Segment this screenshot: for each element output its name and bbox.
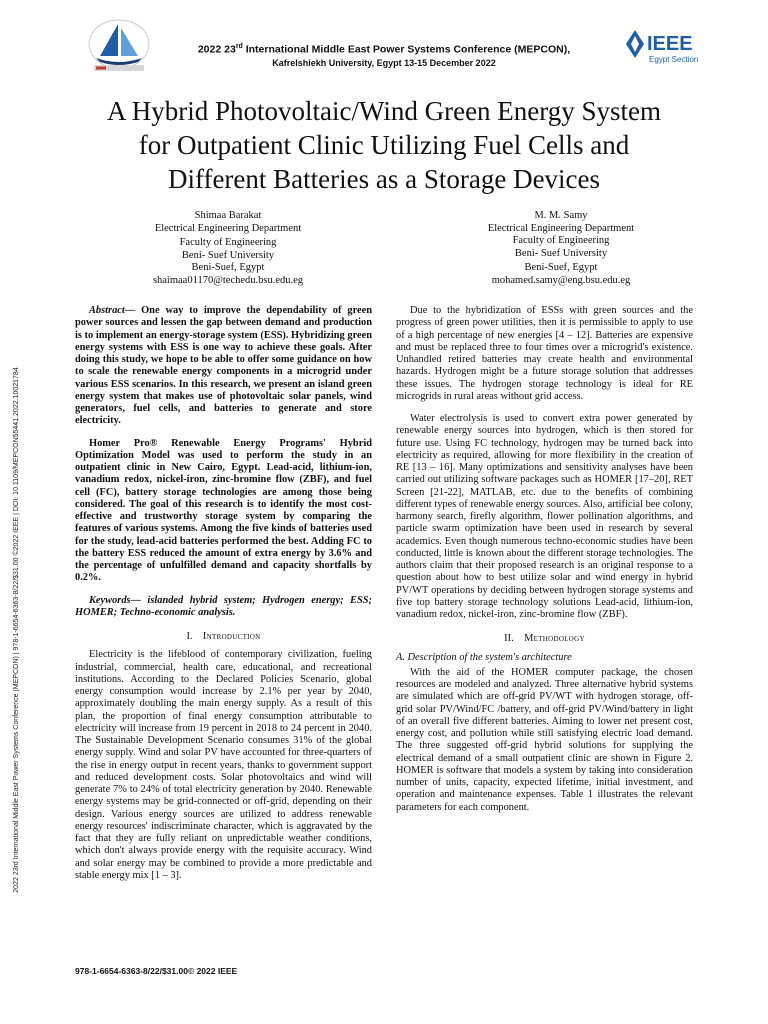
- left-column: [75, 305, 372, 882]
- subsection-heading: A. Description of the system's architecture: [396, 651, 572, 663]
- conf-venue: Kafrelshiekh University, Egypt 13-15 December 2022: [272, 57, 496, 68]
- conference-header: [160, 40, 608, 69]
- section-heading-introduction: I. Introduction: [186, 631, 261, 642]
- conf-ordinal: rd: [235, 43, 243, 50]
- right-column: [396, 305, 693, 814]
- intro-paragraph: Electricity is the lifeblood of contemporary civilization, fueling industrial, commercial, health care, educational, and recreational institutions. According to the Declared Policies Scenario, global energy consumption would increase by 2.1% per year by 2040, approximately doubling the main energy supply. As a result of this plan, the proportion of final energy consumption attributable to electricity will increase from 19 percent in 2018 to 24 percent in 2040. The Sustainable Development Scenario consumes 31% of the global energy supply. Wind and solar PV have accounted for three-quarters of the rise in energy output in recent years, thanks to government support and reduced development costs. Solar photovoltaics and wind will generate 7% to 24% of total electricity generation by 2040. Renewable energy systems may be grid-connected or off-grid, depending on their design. Various energy sources are utilized to address renewable energy resources' indiscriminate character, which is aggravated by the fact that they are fully reliant on unpredictable weather conditions, which don't always provide energy with the requisite accuracy. Wind and solar energy may be combined to provide a more predictable and stable energy mix [1 – 3].: [75, 649, 372, 881]
- author-email[interactable]: shaimaa01170@techedu.bsu.edu.eg: [152, 274, 304, 286]
- sidebar-doi-strip: 2022 23rd International Middle East Power Systems Conference (MEPCON) | 978-1-6654-6363-8/22/$31.00 ©2022 IEEE | DOI: 10.1109/MEPCON55441.2022.10021784: [13, 367, 20, 893]
- ieee-logo-sub: Egypt Section: [649, 55, 699, 64]
- author-university: Beni- Suef University: [181, 249, 275, 261]
- keywords: Keywords— islanded hybrid system; Hydrogen energy; ESS; HOMER; Techno-economic analysis.: [75, 594, 372, 618]
- author-city: Beni-Suef, Egypt: [191, 262, 265, 274]
- author-university: Beni- Suef University: [514, 247, 608, 259]
- abstract-paragraph-2: Homer Pro® Renewable Energy Programs' Hybrid Optimization Model was used to perform the study in an outpatient clinic in New Cairo, Egypt. Lead-acid, lithium-ion, vanadium redox, nickel-iron, zinc-bromine flow (ZBF), and fuel cell (FC), battery storage technologies are among those being considered. The goal of this research is to identify the most cost-effective and trustworthy storage system by comparing the features of various systems. Among the five kinds of batteries used for the study, lead-acid batteries performed the best. Adding FC to the battery ESS reduced the amount of extra energy by 3.6% and the percentage of unfulfilled demand and capacity shortfalls by 0.2%.: [75, 437, 372, 584]
- author-block-1: [103, 210, 353, 288]
- ieee-logo-text: IEEE: [647, 33, 693, 55]
- author-faculty: Faculty of Engineering: [179, 237, 277, 249]
- ieee-diamond-icon: [624, 26, 700, 70]
- section-heading-methodology: II. Methodology: [504, 633, 585, 645]
- author-name: Shimaa Barakat: [194, 210, 262, 221]
- author-email[interactable]: mohamed.samy@eng.bsu.edu.eg: [491, 274, 631, 286]
- author-city: Beni-Suef, Egypt: [524, 262, 598, 274]
- methodology-paragraph: With the aid of the HOMER computer package, the chosen resources are modeled and analyzed. Three alternative hybrid systems are simulated which are off-grid PV/WT with hydrogen storage, off-grid solar PV/Wind/FC /battery, and off-grid PV/Wind/battery in light of an overall five different batteries. Aiming to lower net present cost, energy cost, and pollution while still satisfying electric load demand. The three suggested off-grid hybrid solutions for supplying the electrical demand of a small outpatient clinic are shown in Figure 2. HOMER is software that models a system by taking into consideration number of units, capacity, expected lifetime, initial investment, and operation and maintenance expenses. Table 1 illustrates the relevant parameters for each component.: [396, 666, 693, 813]
- author-dept: Electrical Engineering Department: [154, 222, 302, 234]
- author-dept: Electrical Engineering Department: [487, 222, 635, 234]
- conf-year-edition: 2022 23: [197, 43, 236, 56]
- author-faculty: Faculty of Engineering: [512, 235, 610, 247]
- conf-name: International Middle East Power Systems Conference (MEPCON),: [242, 43, 571, 56]
- author-name: M. M. Samy: [534, 210, 588, 221]
- body-paragraph-1: Due to the hybridization of ESSs with green sources and the progress of green power utilities, then it is permissible to apply to use of a high percentage of new energies [4 – 12]. Batteries are expensive and must be replaced three to four times over a microgrid's existence. Unhandled retired batteries may create health and environmental hazards. Hydrogen might be a future storage solution that addresses these issues. The hydrogen storage technology is ideal for RE microgrids in rural areas without grid access.: [396, 305, 693, 402]
- abstract-paragraph: Abstract— One way to improve the dependability of green power sources and lessen the gap between demand and production is to implement an energy-storage system (ESS). Hybridizing green energy systems with ESS is one way to achieve these goals. After doing this study, we hope to be able to offer some guidance on how to scale the renewable energy components in a microgrid under various ESS scenarios. In this research, we present an island green energy system that makes use of photovoltaic solar panels, wind generators, fuel cells, and batteries to generate and store electricity.: [75, 305, 372, 427]
- footer-copyright: 978-1-6654-6363-8/22/$31.00© 2022 IEEE: [75, 966, 238, 976]
- body-paragraph-2: Water electrolysis is used to convert extra power generated by renewable energy sources into hydrogen, which is then stored for future use. Using FC technology, hydrogen may be turned back into electricity as required, allowing for more flexibility in the creation of RE [13 – 16]. Many optimizations and sensitivity analyses have been carried out utilizing software packages such as HOMER [17–20], RET Screen [21-22], MATLAB, etc. due to the benefits of combining different types of renewable energy sources. Also, artificial bee colony, harmony search, firefly algorithm, flower pollination algorithms, and particle swarm optimization have been used in research by several academics. Even though numerous techno-economic studies have been conducted, little is known about the different storage technologies. The authors claim that their proposed research is an original response to a question about how to best utilize solar and wind energy in hybrid PV/WT operations by deciding between hydrogen storage systems and five top battery storage technology solutions Lead-acid, lithium-ion, vanadium redox, nickel-iron, zinc-bromine flow (ZBF).: [396, 413, 693, 620]
- author-block-2: [436, 210, 686, 288]
- paper-title: A Hybrid Photovoltaic/Wind Green Energy System for Outpatient Clinic Utilizing Fuel Cells and Different Batteries as a Storage Devices: [106, 96, 662, 194]
- sailboat-logo-icon: [86, 18, 152, 74]
